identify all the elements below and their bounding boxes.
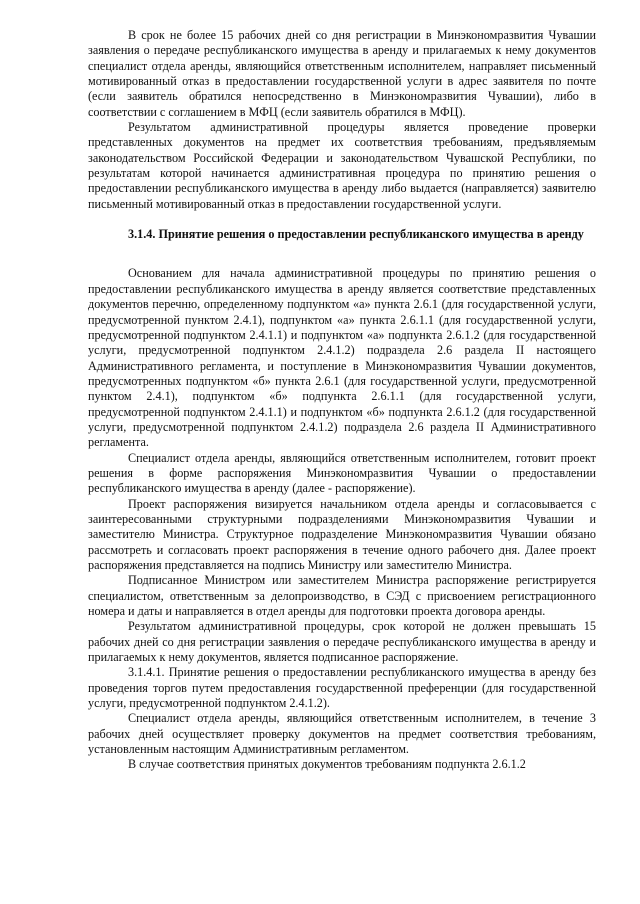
- paragraph-order-result: Результатом административной процедуры, срок которой не должен превышать 15 рабочих дней со дня регистрации заявления о передаче республиканского имущества в аренду и прилагаемых к нему документов, является подписанное распоряжение.: [88, 619, 596, 665]
- paragraph-procedure-result: Результатом административной процедуры является проведение проверки представленных документов на предмет их соответствия требованиям, предъявляемым законодательством Российской Федерации и законодательством Чувашской Республики, по результатам которой начинается административная процедура по принятию решения о предоставлении республиканского имущества в аренду либо выдается (направляется) заявителю письменный мотивированный отказ в предоставлении государственной услуги.: [88, 120, 596, 211]
- subsection-heading-3-1-4-1: 3.1.4.1. Принятие решения о предоставлении республиканского имущества в аренду без проведения торгов путем предоставления государственной преференции (для государственной услуги, предусмотренной подпунктом 2.4.1.2).: [88, 665, 596, 711]
- section-heading-3-1-4: 3.1.4. Принятие решения о предоставлении республиканского имущества в аренду: [128, 227, 584, 242]
- paragraph-procedure-basis: Основанием для начала административной процедуры по принятию решения о предоставлении республиканского имущества в аренду является соответствие представленных документов перечню, определенному подпунктом «а» пункта 2.6.1 (для государственной услуги, предусмотренной пунктом 2.4.1), подпунктом «а» пункта 2.6.1.1 (для государственной услуги, предусмотренной подпунктом 2.4.1.1) и подпунктом «а» подпункта 2.6.1.2 (для государственной услуги, предусмотренной подпунктом 2.4.1.2) подраздела 2.6 раздела II настоящего Административного регламента, и поступление в Минэкономразвития Чувашии документов, предусмотренных подпунктом «б» пункта 2.6.1 (для государственной услуги, предусмотренной пунктом 2.4.1), подпунктом «б» подпункта 2.6.1.1 (для государственной услуги, предусмотренной подпунктом 2.4.1.1) и подпунктом «б» подпункта 2.6.1.2 (для государственной услуги, предусмотренной подпунктом 2.4.1.2) подраздела 2.6 раздела II Административного регламента.: [88, 266, 596, 450]
- paragraph-draft-approval: Проект распоряжения визируется начальником отдела аренды и согласовывается с заинтересованными структурными подразделениями Минэкономразвития Чувашии и заместителю Министра. Структурное подразделение Минэкономразвития Чувашии обязано рассмотреть и согласовать проект распоряжения в течение одного рабочего дня. Далее проект распоряжения представляется на подпись Министру или заместителю Министра.: [88, 496, 596, 572]
- paragraph-order-registration: Подписанное Министром или заместителем Министра распоряжение регистрируется специалистом, ответственным за делопроизводство, в СЭД с присвоением регистрационного номера и даты и направляется в отдел аренды для подготовки проекта договора аренды.: [88, 573, 596, 619]
- paragraph-draft-preparation: Специалист отдела аренды, являющийся ответственным исполнителем, готовит проект решения в форме распоряжения Минэкономразвития Чувашии о предоставлении республиканского имущества в аренду (далее - распоряжение).: [88, 450, 596, 496]
- paragraph-compliance-case: В случае соответствия принятых документов требованиям подпункта 2.6.1.2: [128, 757, 526, 772]
- paragraph-refusal-notice: В срок не более 15 рабочих дней со дня регистрации в Минэкономразвития Чувашии заявления о передаче республиканского имущества в аренду и прилагаемых к нему документов специалист отдела аренды, являющийся ответственным исполнителем, направляет письменный мотивированный отказ в предоставлении государственной услуги в адрес заявителя по почте (если заявитель обратился непосредственно в Минэкономразвития Чувашии), либо в соответствии с соглашением в МФЦ (если заявитель обратился в МФЦ).: [88, 28, 596, 119]
- document-body: [88, 28, 596, 773]
- paragraph-document-check: Специалист отдела аренды, являющийся ответственным исполнителем, в течение 3 рабочих дней осуществляет проверку документов на предмет соответствия требованиям, установленным настоящим Административным регламентом.: [88, 711, 596, 757]
